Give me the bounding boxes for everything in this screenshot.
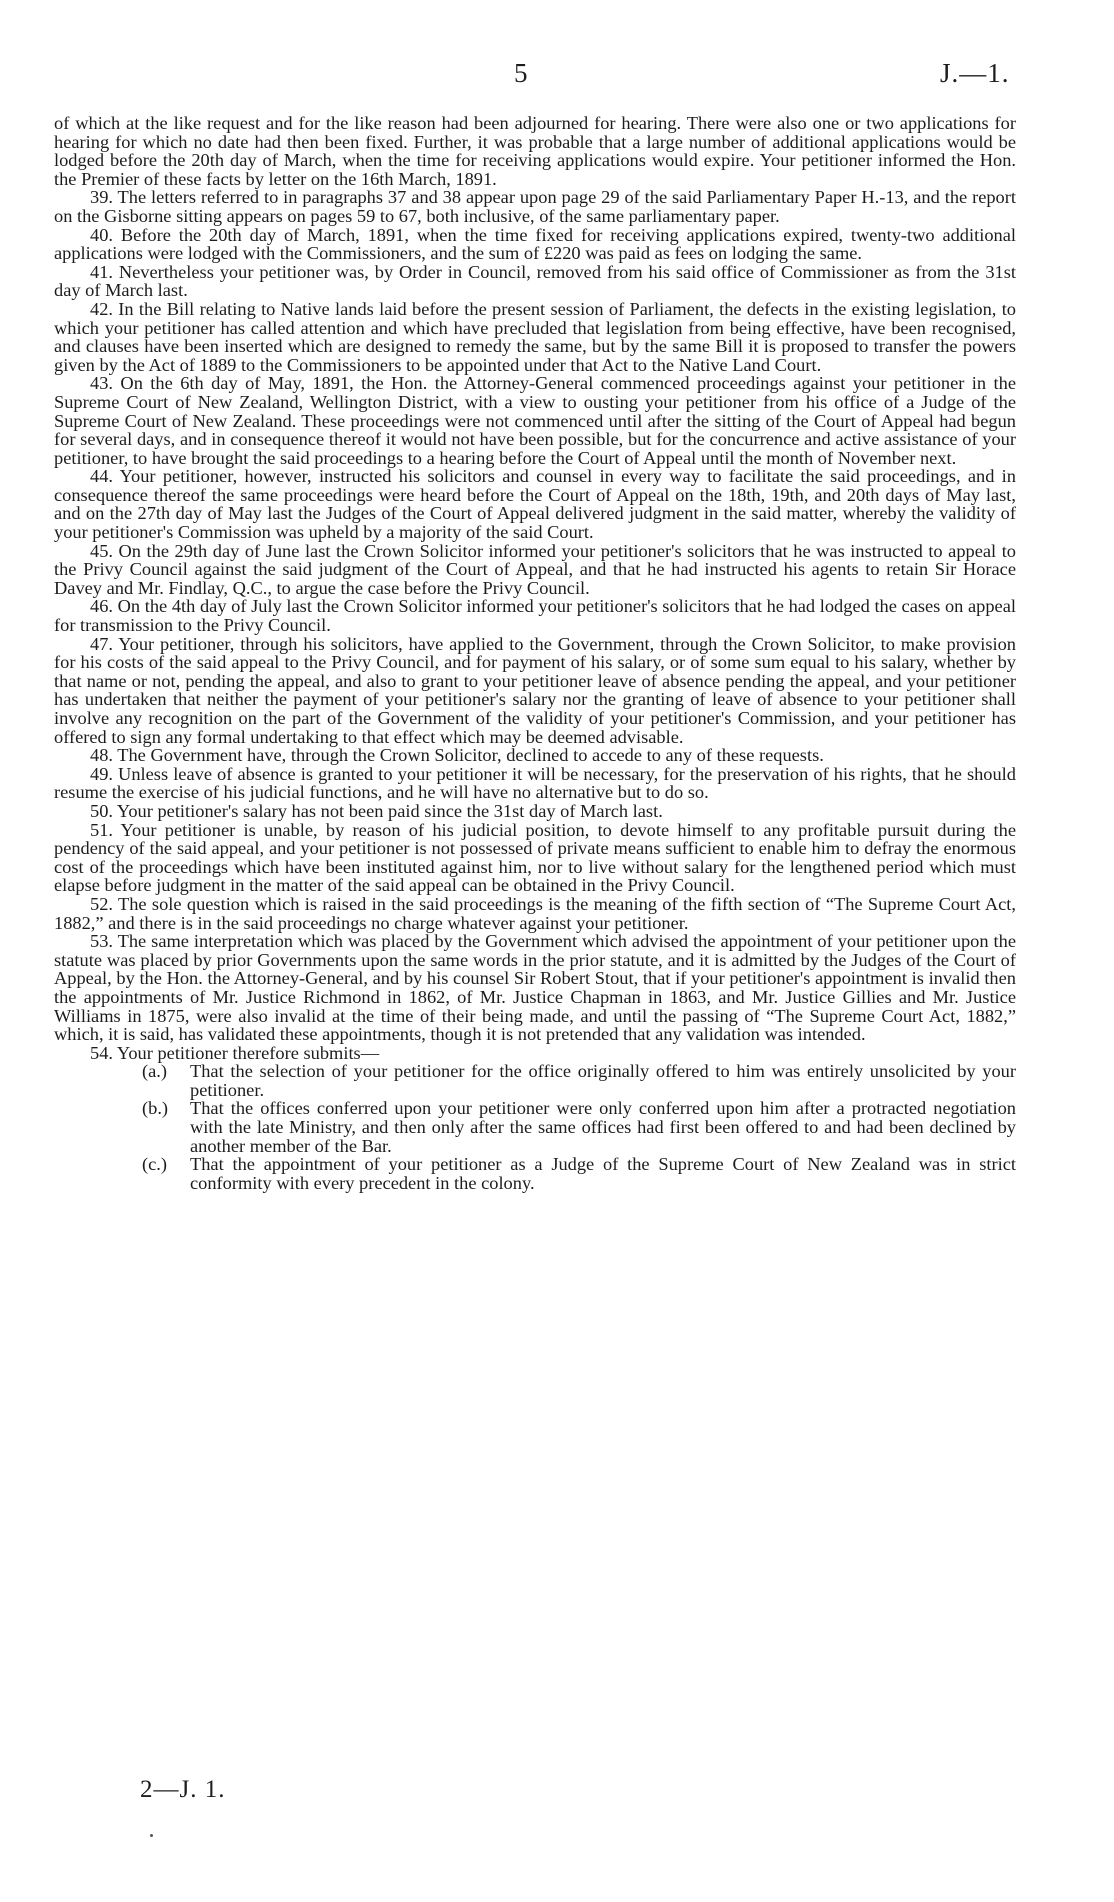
paragraph-47: 47. Your petitioner, through his solicitors, have applied to the Government, through the Crown Solicitor, to make provision for his costs of the said appeal to the Privy Council, and for payment of his salary, or of some sum equal to his salary, whether by that name or not, pending the appeal, and also to grant to your petitioner leave of absence pending the appeal, and your petitioner has undertaken that neither the payment of your petitioner's salary nor the granting of leave of absence to your petitioner shall involve any recognition on the part of the Government of the validity of your petitioner's Commission, and your petitioner has offered to sign any formal undertaking to that effect which may be deemed advisable. [54,633,1016,747]
document-body [54,114,1016,1192]
subparagraph-label: (a.) [142,1061,168,1082]
page-header [0,58,1114,98]
subparagraph-b [142,1099,1016,1155]
subparagraph-text: That the selection of your petitioner for the office originally offered to him was entirely unsolicited by your petitioner. [190,1061,1016,1100]
paragraph-42: 42. In the Bill relating to Native lands laid before the present session of Parliament, the defects in the existing legislation, to which your petitioner has called attention and which have precluded that legislation from being effective, have been recognised, and clauses have been inserted which are designed to remedy the same, but by the same Bill it is proposed to transfer the powers given by the Act of 1889 to the Commissioners to be appointed under that Act to the Native Land Court. [54,298,1016,375]
subparagraph-text: That the offices conferred upon your petitioner were only conferred upon him after a protracted negotiation with the late Ministry, and then only after the same offices had first been offered to and had been declined by another member of the Bar. [190,1098,1016,1156]
page-number: 5 [514,58,528,88]
paragraph-39: 39. The letters referred to in paragraphs 37 and 38 appear upon page 29 of the said Parliamentary Paper H.-13, and the report on the Gisborne sitting appears on pages 59 to 67, both inclusive, of the same parliamentary paper. [54,187,1016,226]
paragraph-43: 43. On the 6th day of May, 1891, the Hon. the Attorney-General commenced proceedings against your petitioner in the Supreme Court of New Zealand, Wellington District, with a view to ousting your petitioner from his office of a Judge of the Supreme Court of New Zealand. These proceedings were not commenced until after the sitting of the Court of Appeal had begun for several days, and in consequence thereof it would not have been possible, but for the concurrence and active assistance of your petitioner, to have brought the said proceedings to a hearing before the Court of Appeal until the month of November next. [54,373,1016,468]
paragraph-continued: of which at the like request and for the like reason had been adjourned for hearing. There were also one or two applications for hearing for which no date had then been fixed. Further, it was probable that a large number of additional applications would be lodged before the 20th day of March, when the time for receiving applications would expire. Your petitioner informed the Hon. the Premier of these facts by letter on the 16th March, 1891. [54,113,1016,189]
paragraph-52: 52. The sole question which is raised in the said proceedings is the meaning of the fifth section of “The Supreme Court Act, 1882,” and there is in the said proceedings no charge whatever against your petitioner. [54,893,1016,933]
signature-mark: 2—J. 1. [140,1776,226,1803]
paragraph-53: 53. The same interpretation which was placed by the Government which advised the appointment of your petitioner upon the statute was placed by prior Governments upon the same words in the prior statute, and it is admitted by the Judges of the Court of Appeal, by the Hon. the Attorney-General, and by his counsel Sir Robert Stout, that if your petitioner's appointment is invalid then the appointments of Mr. Justice Richmond in 1862, of Mr. Justice Chapman in 1863, and Mr. Justice Gillies and Mr. Justice Williams in 1875, were also invalid at the time of their being made, and until the passing of “The Supreme Court Act, 1882,” which, it is said, has validated these appointments, though it is not pretended that any validation was intended. [54,931,1016,1045]
paragraph-46: 46. On the 4th day of July last the Crown Solicitor informed your petitioner's solicitors that he had lodged the cases on appeal for transmission to the Privy Council. [54,596,1016,636]
paragraph-44: 44. Your petitioner, however, instructed his solicitors and counsel in every way to facilitate the said proceedings, and in consequence thereof the same proceedings were heard before the Court of Appeal on the 18th, 19th, and 20th days of May last, and on the 27th day of May last the Judges of the Court of Appeal delivered judgment in the said matter, whereby the validity of your petitioner's Commission was upheld by a majority of the said Court. [54,466,1016,543]
paragraph-50: 50. Your petitioner's salary has not been paid since the 31st day of March last. [90,800,663,821]
paragraph-51: 51. Your petitioner is unable, by reason of his judicial position, to devote himself to any profitable pursuit during the pendency of the said appeal, and your petitioner is not possessed of private means sufficient to enable him to defray the enormous cost of the proceedings which have been instituted against him, nor to live without salary for the lengthened period which must elapse before judgment in the matter of the said appeal can be obtained in the Privy Council. [54,819,1016,896]
subparagraph-a [142,1062,1016,1099]
subparagraph-label: (b.) [142,1098,169,1119]
subparagraph-c [142,1155,1016,1192]
paragraph-49: 49. Unless leave of absence is granted to your petitioner it will be necessary, for the preservation of his rights, that he should resume the exercise of his judicial functions, and he will have no alternative but to do so. [54,763,1016,803]
paragraph-40: 40. Before the 20th day of March, 1891, when the time fixed for receiving applications expired, twenty-two additional applications were lodged with the Commissioners, and the sum of £220 was paid as fees on lodging the same. [54,224,1016,264]
paragraph-41: 41. Nevertheless your petitioner was, by Order in Council, removed from his said office of Commissioner as from the 31st day of March last. [54,261,1016,301]
document-reference: J.—1. [940,58,1010,88]
print-speck [150,1834,153,1837]
subparagraph-text: That the appointment of your petitioner as a Judge of the Supreme Court of New Zealand was in strict conformity with every precedent in the colony. [190,1154,1016,1193]
paragraph-48: 48. The Government have, through the Crown Solicitor, declined to accede to any of these requests. [90,745,824,766]
paragraph-45: 45. On the 29th day of June last the Crown Solicitor informed your petitioner's solicitors that he was instructed to appeal to the Privy Council against the said judgment of the Court of Appeal, and that he had instructed his agents to retain Sir Horace Davey and Mr. Findlay, Q.C., to argue the case before the Privy Council. [54,540,1016,598]
paragraph-54: 54. Your petitioner therefore submits— [90,1042,380,1063]
subparagraph-label: (c.) [142,1154,168,1175]
